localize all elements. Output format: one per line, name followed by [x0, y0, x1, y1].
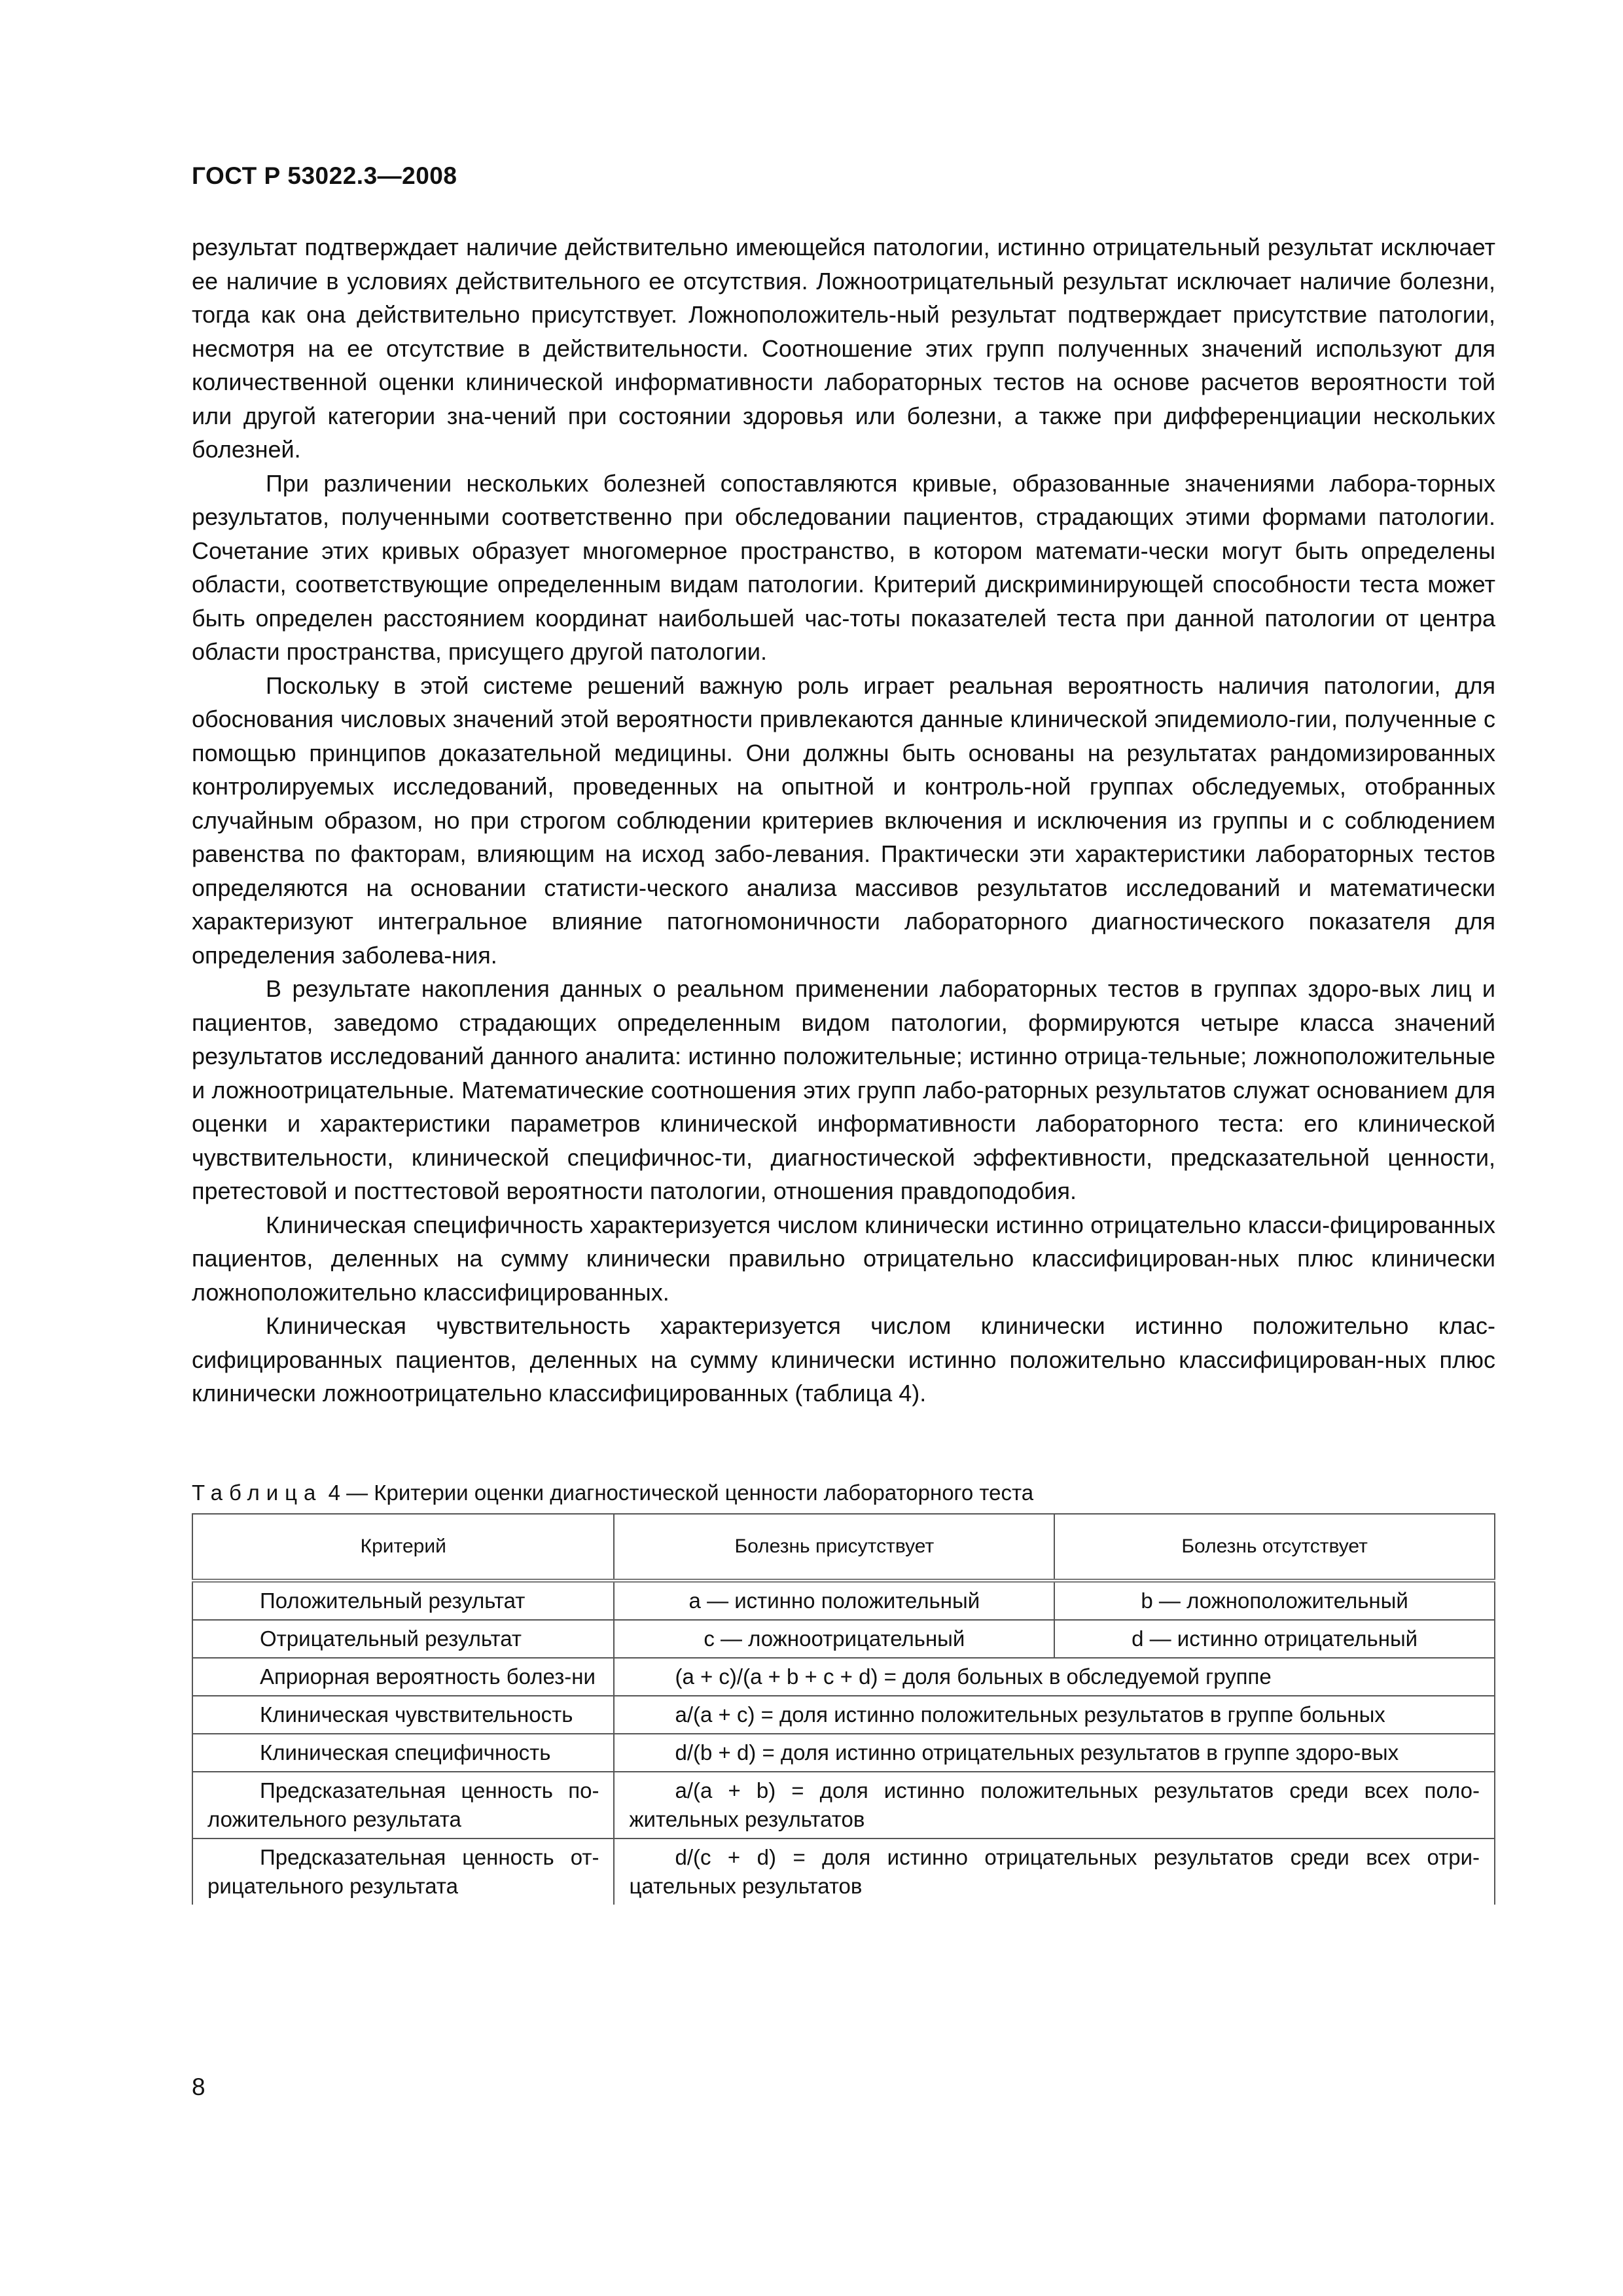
- table-row: [192, 1839, 1495, 1905]
- criterion-label: Предсказательная ценность по-ложительного результата: [207, 1778, 599, 1831]
- formula-cell: [614, 1734, 1495, 1772]
- criteria-table: [192, 1513, 1495, 1905]
- criterion-cell: [192, 1696, 614, 1734]
- paragraph: При различении нескольких болезней сопоставляются кривые, образованные значениями лабора-торных результатов, полученными соответственно при обследовании пациентов, страдающих этими формами патологии. Сочетание этих кривых образует многомерное пространство, в котором математи-чески могут быть определены области, соответствующие определенным видам патологии. Критерий дискриминирующей способности теста может быть определен расстоянием координат наибольшей час-тоты показателей теста при данной патологии от центра области пространства, присущего другой патологии.: [192, 469, 1495, 665]
- document-header: ГОСТ Р 53022.3—2008: [192, 162, 457, 189]
- body-text: [192, 230, 1495, 1410]
- header-disease-absent: Болезнь отсутствует: [1054, 1514, 1495, 1581]
- criterion-cell: [192, 1658, 614, 1696]
- formula-text: d/(b + d) = доля истинно отрицательных результатов в группе здоро-вых: [675, 1740, 1399, 1765]
- formula-text: (a + c)/(a + b + c + d) = доля больных в обследуемой группе: [675, 1664, 1272, 1689]
- table-row: [192, 1696, 1495, 1734]
- absent-cell: d — истинно отрицательный: [1054, 1620, 1495, 1658]
- formula-cell: [614, 1839, 1495, 1905]
- criterion-cell: [192, 1839, 614, 1905]
- paragraph: Клиническая чувствительность характеризуется числом клинически истинно положительно клас-сифицированных пациентов, деленных на сумму клинически истинно положительно классифицирован-ных плюс клинически ложноотрицательно классифицированных (таблица 4).: [192, 1312, 1495, 1407]
- table-row: [192, 1734, 1495, 1772]
- formula-cell: [614, 1772, 1495, 1839]
- criterion-label: Предсказательная ценность от-рицательного результата: [207, 1845, 599, 1898]
- criterion-cell: [192, 1772, 614, 1839]
- absent-cell: b — ложноположительный: [1054, 1581, 1495, 1620]
- paragraph: В результате накопления данных о реальном применении лабораторных тестов в группах здоро-вых лиц и пациентов, заведомо страдающих определенным видом патологии, формируются четыре класса значений результатов исследований данного аналита: истинно положительные; истинно отрица-тельные; ложноположительные и ложноотрицательные. Математические соотношения этих групп лабо-раторных результатов служат основанием для оценки и характеристики параметров клинической информативности лабораторного теста: его клинической чувствительности, клинической специфичнос-ти, диагностической эффективности, предсказательной ценности, претестовой и посттестовой вероятности патологии, отношения правдоподобия.: [192, 975, 1495, 1204]
- formula-cell: [614, 1696, 1495, 1734]
- criterion-cell: [192, 1620, 614, 1658]
- paragraph: Поскольку в этой системе решений важную роль играет реальная вероятность наличия патологии, для обоснования числовых значений этой вероятности привлекаются данные клинической эпидемиоло-гии, полученные с помощью принципов доказательной медицины. Они должны быть основаны на результатах рандомизированных контролируемых исследований, проведенных на опытной и контроль-ной группах обследуемых, отобранных случайным образом, но при строгом соблюдении критериев включения и исключения из группы и с соблюдением равенства по факторам, влияющим на исход забо-левания. Практически эти характеристики лабораторных тестов определяются на основании статисти-ческого анализа массивов результатов исследований и математически характеризуют интегральное влияние патогномоничности лабораторного диагностического показателя для определения заболева-ния.: [192, 672, 1495, 969]
- header-criterion: Критерий: [192, 1514, 614, 1581]
- paragraph: результат подтверждает наличие действительно имеющейся патологии, истинно отрицательный результат исключает ее наличие в условиях действительного ее отсутствия. Ложноотрицательный результат исключает наличие болезни, тогда как она действительно присутствует. Ложноположитель-ный результат подтверждает присутствие патологии, несмотря на ее отсутствие в действительности. Соотношение этих групп полученных значений используют для количественной оценки клинической информативности лабораторных тестов на основе расчетов вероятности той или другой категории зна-чений при состоянии здоровья или болезни, а также при дифференциации нескольких болезней.: [192, 234, 1495, 463]
- formula-cell: [614, 1658, 1495, 1696]
- present-cell: a — истинно положительный: [614, 1581, 1054, 1620]
- paragraph: Клиническая специфичность характеризуется числом клинически истинно отрицательно класси-фицированных пациентов, деленных на сумму клинически правильно отрицательно классифицирован-ных плюс клинически ложноположительно классифицированных.: [192, 1211, 1495, 1306]
- table-row: [192, 1658, 1495, 1696]
- page-number: 8: [192, 2073, 205, 2100]
- table-row: [192, 1581, 1495, 1620]
- criterion-label: Клиническая специфичность: [260, 1740, 551, 1765]
- present-cell: c — ложноотрицательный: [614, 1620, 1054, 1658]
- table-header-row: [192, 1514, 1495, 1581]
- criterion-label: Отрицательный результат: [260, 1626, 522, 1651]
- table-caption-word: Таблица: [192, 1480, 323, 1505]
- formula-text: a/(a + b) = доля истинно положительных результатов среди всех поло-жительных результатов: [629, 1778, 1480, 1831]
- table-caption-number: 4: [328, 1480, 340, 1505]
- criterion-label: Клиническая чувствительность: [260, 1702, 573, 1727]
- criterion-label: Положительный результат: [260, 1588, 526, 1613]
- formula-text: a/(a + c) = доля истинно положительных результатов в группе больных: [675, 1702, 1385, 1727]
- criterion-label: Априорная вероятность болез-ни: [260, 1664, 596, 1689]
- table-caption-title: — Критерии оценки диагностической ценности лабораторного теста: [346, 1480, 1034, 1505]
- table-row: [192, 1620, 1495, 1658]
- criterion-cell: [192, 1734, 614, 1772]
- header-disease-present: Болезнь присутствует: [614, 1514, 1054, 1581]
- table-row: [192, 1772, 1495, 1839]
- table-caption: [192, 1480, 1033, 1505]
- criterion-cell: [192, 1581, 614, 1620]
- formula-text: d/(c + d) = доля истинно отрицательных результатов среди всех отри-цательных результатов: [629, 1845, 1480, 1898]
